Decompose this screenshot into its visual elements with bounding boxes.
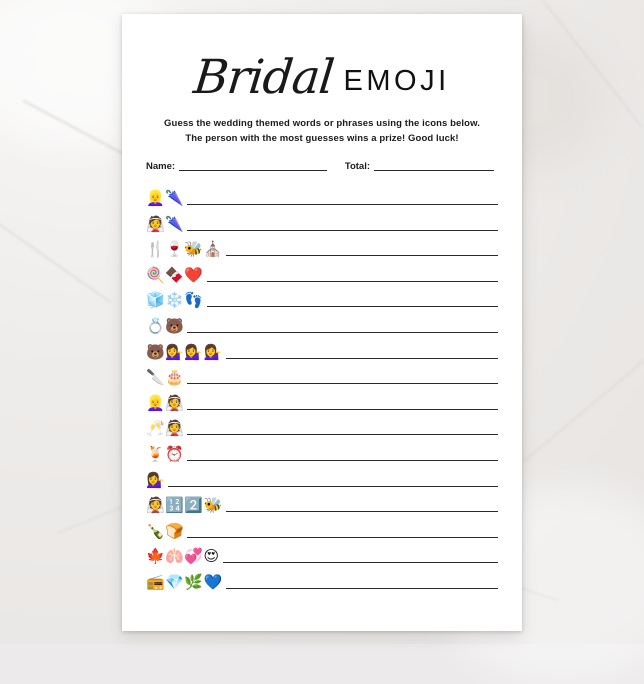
title-block-word: EMOJI xyxy=(344,65,450,98)
answer-input-line[interactable] xyxy=(226,510,498,512)
answer-input-line[interactable] xyxy=(187,382,498,384)
question-row xyxy=(146,438,498,464)
question-row xyxy=(146,182,498,208)
question-emoji-clue: 💍🐻 xyxy=(146,319,184,336)
question-emoji-clue: 💁‍♀️ xyxy=(146,473,165,490)
question-row xyxy=(146,285,498,311)
answer-input-line[interactable] xyxy=(226,587,498,589)
question-emoji-clue: 🍾🍞 xyxy=(146,524,184,541)
question-emoji-clue: 🍁🫁💞😍 xyxy=(146,549,220,566)
question-emoji-clue: 👰🔢2️⃣🐝 xyxy=(146,498,223,515)
instructions xyxy=(146,117,498,146)
question-row xyxy=(146,234,498,260)
question-row xyxy=(146,259,498,285)
name-input-line[interactable] xyxy=(179,160,327,171)
total-label: Total: xyxy=(345,161,370,172)
answer-input-line[interactable] xyxy=(207,305,498,307)
question-list xyxy=(146,182,498,592)
answer-input-line[interactable] xyxy=(223,561,498,563)
answer-input-line[interactable] xyxy=(226,254,498,256)
name-label: Name: xyxy=(146,161,175,172)
question-emoji-clue: 👱‍♀️👰 xyxy=(146,396,184,413)
question-emoji-clue: 🧊❄️👣 xyxy=(146,293,204,310)
question-emoji-clue: 🍹⏰ xyxy=(146,447,184,464)
instructions-line-2: The person with the most guesses wins a prize! Good luck! xyxy=(146,132,498,147)
instructions-line-1: Guess the wedding themed words or phrases using the icons below. xyxy=(146,117,498,132)
question-row xyxy=(146,387,498,413)
answer-input-line[interactable] xyxy=(226,357,498,359)
question-emoji-clue: 🍭🍫❤️ xyxy=(146,268,204,285)
question-emoji-clue: 👰🌂 xyxy=(146,217,184,234)
question-row xyxy=(146,490,498,516)
question-row xyxy=(146,566,498,592)
answer-input-line[interactable] xyxy=(187,433,498,435)
question-emoji-clue: 🔪🎂 xyxy=(146,370,184,387)
question-row xyxy=(146,464,498,490)
page-title xyxy=(146,54,498,101)
answer-input-line[interactable] xyxy=(207,280,498,282)
question-row xyxy=(146,515,498,541)
answer-input-line[interactable] xyxy=(187,536,498,538)
answer-input-line[interactable] xyxy=(187,408,498,410)
question-row xyxy=(146,541,498,567)
question-emoji-clue: 🐻💁‍♀️💁‍♀️💁‍♀️ xyxy=(146,345,223,362)
answer-input-line[interactable] xyxy=(187,203,498,205)
answer-input-line[interactable] xyxy=(168,485,498,487)
marble-vein xyxy=(0,215,111,302)
marble-vein xyxy=(524,338,644,461)
question-emoji-clue: 📻💎🌿💙 xyxy=(146,575,223,592)
question-emoji-clue: 🥂👰 xyxy=(146,421,184,438)
answer-input-line[interactable] xyxy=(187,459,498,461)
question-emoji-clue: 🍴🍷🐝⛪ xyxy=(146,242,223,259)
game-sheet xyxy=(122,14,522,631)
meta-row xyxy=(146,160,498,172)
answer-input-line[interactable] xyxy=(187,229,498,231)
question-row xyxy=(146,208,498,234)
title-script-word: Bridal xyxy=(192,54,336,101)
answer-input-line[interactable] xyxy=(187,331,498,333)
question-emoji-clue: 👱‍♀️🌂 xyxy=(146,191,184,208)
question-row xyxy=(146,413,498,439)
question-row xyxy=(146,362,498,388)
question-row xyxy=(146,310,498,336)
total-input-line[interactable] xyxy=(374,160,494,171)
question-row xyxy=(146,336,498,362)
